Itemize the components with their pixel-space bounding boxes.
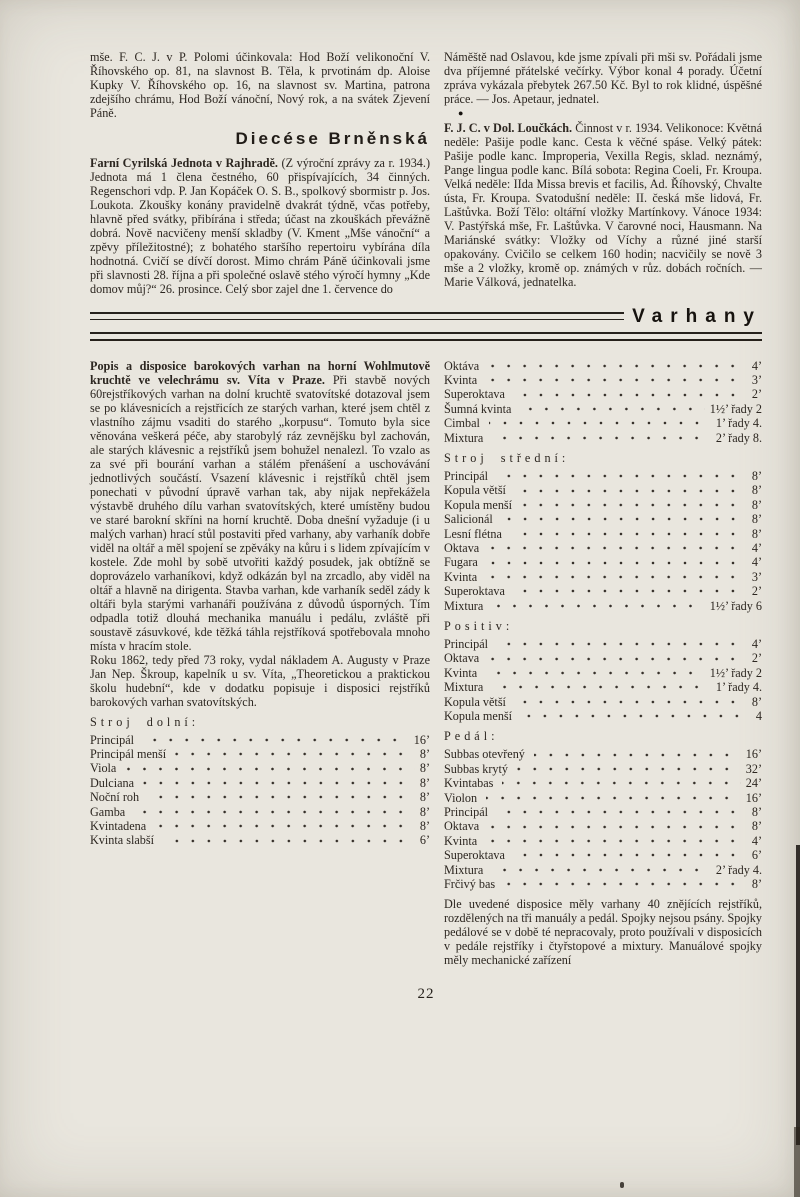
dot-leader <box>534 753 741 757</box>
stop-value: 6’ <box>419 833 430 848</box>
article-paragraph-1 <box>90 359 430 653</box>
stop-value: 3’ <box>751 569 762 584</box>
paragraph-rajhrade-text: (Z výroční zprávy za r. 1934.) Jednota má 1 člena čestného, 60 přispívajících, 34 činných. Regenschori vdp. P. Jan Kopáček O. S. B., spolkový sbormistr p. Jos. Loukota. Zkoušky konány pravidelně dvakrát týdně, včas potřeby, hlavně před svátky, přibírána i středa; účast na zkouškách převážně dobrá. Nově nacvičeny menší skladby (V. Kment „Mše vánoční“ a zpěvy příležitostné); z bohatého staršího repertoiru vybírána díla hodnotná. Cvičí se dívčí dorost. Mimo chrám Páně účinkovali jsme při slavnosti 28. října a při společné oslavě stého výročí hymny „Kde domov můj?“ 26. prosince. Celý sbor zajel dne 1. července do <box>90 156 430 296</box>
stop-name: Subbas krytý <box>444 761 508 776</box>
stop-value: 8’ <box>751 526 762 541</box>
paragraph-rajhrade-lead: Farní Cyrilská Jednota v Rajhradě. <box>90 156 278 170</box>
stop-row <box>90 790 430 804</box>
stop-value: 8’ <box>751 805 762 820</box>
dot-leader <box>515 700 747 704</box>
stop-name: Viola <box>90 761 117 776</box>
dot-leader <box>520 407 704 411</box>
stop-value: 2’ <box>751 651 762 666</box>
dot-leader <box>134 810 415 814</box>
dot-leader <box>175 752 415 756</box>
paragraph-dol-louckach <box>444 121 762 289</box>
stop-name: Noční roh <box>90 790 140 805</box>
stop-row <box>90 733 430 747</box>
stop-name: Cimbal <box>444 416 480 431</box>
stop-list-pedal <box>444 747 762 891</box>
dot-leader <box>517 767 741 771</box>
rule-line <box>90 312 624 314</box>
stop-name: Kopula větší <box>444 694 506 709</box>
article-paragraph-2: Roku 1862, tedy před 73 roky, vydal nákladem A. Augusty v Praze Jan Nep. Škroup, kapelník u sv. Víta, „Theoretickou a praktickou školu hudební“, kde v dodatku popisuje i disposici rejstříků barokových varhan svatovítských. <box>90 652 430 709</box>
dot-leader <box>489 421 711 425</box>
stop-name: Oktava <box>444 651 480 666</box>
heading-diecese-brnenska: Diecése Brněnská <box>235 129 430 148</box>
stop-value: 8’ <box>751 483 762 498</box>
stop-row <box>444 819 762 833</box>
varhany-section <box>90 359 762 967</box>
stop-name: Kvinta <box>444 833 478 848</box>
stop-row <box>444 863 762 877</box>
stop-name: Kvinta <box>444 372 478 387</box>
stop-value: 2’ řady 8. <box>715 430 762 445</box>
stop-name: Principál <box>444 637 489 651</box>
dot-leader <box>155 824 415 828</box>
dot-leader <box>486 671 705 675</box>
stop-row <box>444 402 762 416</box>
stop-row <box>444 695 762 709</box>
stop-name: Principál <box>444 805 489 820</box>
paragraph-polom-continuation: mše. F. C. J. v P. Polomi účinkovala: Hod Boží velikonoční V. Říhovského op. 81, na slavnost B. Těla, k prvotinám dp. Aloise Kupky V. Říhovského op. 16, na slavnost sv. Martina, patrona zdejšího chrámu, Hod Boží vánoční, Nový rok, a na svátek Zjevení Páně. <box>90 50 430 120</box>
list-title-positiv: Positiv: <box>444 619 514 633</box>
dot-leader <box>502 517 747 521</box>
stop-value: 1’ řady 4. <box>715 680 762 695</box>
stop-name: Salicionál <box>444 512 493 527</box>
left-column-varhany <box>90 359 430 967</box>
stop-value: 1½’ řady 2 <box>709 665 762 680</box>
stop-row <box>444 359 762 373</box>
dot-leader <box>492 604 705 608</box>
dot-leader <box>486 839 747 843</box>
stop-value: 6’ <box>751 848 762 863</box>
stop-row <box>444 599 762 613</box>
stop-name: Kvinta <box>444 665 478 680</box>
dot-leader <box>497 810 747 814</box>
stop-value: 8’ <box>419 746 430 761</box>
stop-row <box>90 761 430 775</box>
list-title-pedal: Pedál: <box>444 729 499 744</box>
stop-name: Kopula větší <box>444 483 506 498</box>
stop-row <box>444 498 762 512</box>
stop-name: Mixtura <box>444 680 484 695</box>
stop-row <box>444 666 762 680</box>
paragraph-namest-continuation: Náměště nad Oslavou, kde jsme zpívali při mši sv. Pořádali jsme dva příjemné přátelské večírky. Výbor konal 4 porady. Účetní zpráva vykázala přebytek 267.50 Kč. Byl to rok klidné, úspěšné práce. — Jos. Apetaur, jednatel. <box>444 50 762 106</box>
dot-leader <box>515 489 747 493</box>
stop-name: Gamba <box>90 804 126 819</box>
stop-row <box>444 680 762 694</box>
stop-value: 32’ <box>745 761 762 776</box>
stop-row <box>444 555 762 569</box>
stop-row <box>90 747 430 761</box>
stop-name: Lesní flétna <box>444 526 502 541</box>
stop-row <box>444 834 762 848</box>
right-column-top <box>444 50 762 296</box>
stop-value: 1½’ řady 6 <box>709 598 762 613</box>
dot-leader <box>488 364 747 368</box>
stop-list-stroj-dolni <box>90 733 430 848</box>
divider-top-row <box>90 307 762 327</box>
stop-value: 3’ <box>751 372 762 387</box>
scan-speck-artifact <box>620 1182 624 1188</box>
stop-value: 2’ <box>751 584 762 599</box>
rule-line <box>90 339 762 341</box>
stop-name: Fugara <box>444 555 478 570</box>
dot-leader <box>514 589 747 593</box>
dot-leader <box>492 685 711 689</box>
dot-leader <box>504 882 747 886</box>
stop-row <box>90 819 430 833</box>
stop-row <box>444 570 762 584</box>
divider-bottom-rules <box>90 332 762 341</box>
dot-leader <box>492 868 711 872</box>
dot-leader <box>511 532 747 536</box>
stop-list-stroj-dolni-continued <box>444 359 762 445</box>
stop-value: 8’ <box>419 761 430 776</box>
closing-paragraph: Dle uvedené disposice měly varhany 40 znějících rejstříků, rozdělených na tři manuály a pedál. Spojky nejsou psány. Spojky pedálové se v době té nepracovaly, proto používali v disposicích v pedále rejstříky i čtyřstopové a mixtury. Manuálové spojky měly mechanické zařízení <box>444 896 762 967</box>
stop-value: 8’ <box>419 804 430 819</box>
top-section <box>90 50 762 296</box>
stop-value: 4’ <box>751 555 762 570</box>
stop-row <box>90 776 430 790</box>
stop-row <box>444 541 762 555</box>
stop-row <box>444 848 762 862</box>
heading-varhany: Varhany <box>632 306 762 327</box>
dot-leader <box>521 714 751 718</box>
dot-leader <box>514 393 747 397</box>
dot-leader <box>125 767 414 771</box>
stop-value: 4 <box>755 709 762 724</box>
paragraph-dol-louckach-text: Činnost v r. 1934. Velikonoce: Květná neděle: Pašije podle kanc. Cesta k věčné spáse. Velký pátek: Pašije podle kanc. Improperia, Vexilla Regis, sklad. neznámý, Pange lingua podle kanc. Bílá sobota: Regina Coeli, Fr. Kroupa. Velká neděle: IIda Missa brevis et facilis, Ad. Říhovský, Chvalte ústa, Fr. Kroupa. Svatodušní neděle: II. česká mše lidová, Fr. Laštůvka. Boží Tělo: oltářní vložky Martínkovy. Vánoce 1934: V. Pastýřská mše, Fr. Laštůvka. V čarovné noci, Hausmann. Na Mariánské svátky: Vložky od Víchy a různé jiné starší opakovány. Cvičilo se celkem 160 hodin; nacvičily se nově 3 mše a 2 vložky, kromě op. známých v růz. dobách ročních. — Marie Válková, jednatelka. <box>444 121 762 289</box>
stop-value: 8’ <box>751 877 762 892</box>
stop-row <box>444 805 762 819</box>
stop-value: 4’ <box>751 833 762 848</box>
stop-row <box>444 469 762 483</box>
stop-name: Oktava <box>444 540 480 555</box>
stop-value: 1’ řady 4. <box>715 416 762 431</box>
stop-value: 2’ <box>751 387 762 402</box>
stop-row <box>444 527 762 541</box>
stop-name: Kopula menší <box>444 709 513 724</box>
dot-leader <box>143 738 409 742</box>
stop-row <box>444 791 762 805</box>
dot-leader <box>143 781 415 785</box>
right-column-varhany <box>444 359 762 967</box>
page-number: 22 <box>417 985 435 1002</box>
stop-name: Šumná kvinta <box>444 401 512 416</box>
stop-value: 4’ <box>751 358 762 373</box>
stop-name: Mixtura <box>444 598 484 613</box>
stop-row <box>444 747 762 761</box>
paragraph-dol-louckach-lead: F. J. C. v Dol. Loučkách. <box>444 121 573 135</box>
stop-value: 8’ <box>751 512 762 527</box>
stop-name: Principál <box>90 732 135 747</box>
stop-value: 24’ <box>745 776 762 791</box>
dot-leader <box>492 436 711 440</box>
stop-value: 8’ <box>419 775 430 790</box>
stop-row <box>444 637 762 651</box>
stop-name: Frčivý bas <box>444 877 496 892</box>
dot-leader <box>488 825 747 829</box>
divider-top-rules <box>90 312 624 323</box>
stop-name: Oktáva <box>444 358 480 373</box>
dot-leader <box>488 546 747 550</box>
dot-leader <box>163 839 415 843</box>
stop-name: Subbas otevřený <box>444 747 525 762</box>
stop-value: 8’ <box>751 694 762 709</box>
stop-name: Kvinta slabší <box>90 833 154 848</box>
dot-leader <box>497 474 747 478</box>
stop-value: 16’ <box>745 790 762 805</box>
stop-name: Kvintadena <box>90 818 147 833</box>
stop-value: 16’ <box>745 747 762 762</box>
stop-name: Mixtura <box>444 430 484 445</box>
rule-line <box>90 332 762 334</box>
stop-name: Kvinta <box>444 569 478 584</box>
dot-leader <box>502 781 740 785</box>
stop-list-stroj-stredni <box>444 469 762 613</box>
stop-name: Principál menší <box>90 746 167 761</box>
stop-name: Dulciana <box>90 775 134 790</box>
section-divider-varhany <box>90 307 762 341</box>
stop-row <box>444 762 762 776</box>
stop-value: 8’ <box>751 819 762 834</box>
stop-value: 8’ <box>751 468 762 483</box>
dot-leader <box>486 796 741 800</box>
rule-line <box>90 319 624 321</box>
stop-name: Kvintabas <box>444 776 494 791</box>
stop-row <box>444 431 762 445</box>
stop-value: 4’ <box>751 637 762 651</box>
stop-row <box>444 651 762 665</box>
stop-row <box>444 877 762 891</box>
stop-row <box>90 805 430 819</box>
stop-value: 8’ <box>419 790 430 805</box>
dot-leader <box>487 561 747 565</box>
stop-value: 2’ řady 4. <box>715 862 762 877</box>
stop-row <box>444 483 762 497</box>
dot-leader <box>521 503 747 507</box>
dot-leader <box>488 657 747 661</box>
dot-leader <box>486 575 747 579</box>
stop-list-positiv <box>444 637 762 723</box>
stop-row <box>444 512 762 526</box>
stop-row <box>444 373 762 387</box>
dot-leader <box>514 853 747 857</box>
stop-value: 8’ <box>751 497 762 512</box>
stop-name: Superoktava <box>444 387 505 402</box>
list-title-stroj-dolni: Stroj dolní: <box>90 714 200 729</box>
stop-name: Oktava <box>444 819 480 834</box>
scan-corner-artifact <box>794 1127 800 1197</box>
stop-name: Superoktava <box>444 584 505 599</box>
stop-name: Superoktava <box>444 848 505 863</box>
section-bullet-icon: ● <box>458 108 464 118</box>
stop-row <box>444 387 762 401</box>
dot-leader <box>148 795 415 799</box>
paragraph-rajhrade <box>90 156 430 296</box>
stop-value: 16’ <box>413 732 430 747</box>
stop-value: 8’ <box>419 818 430 833</box>
stop-name: Principál <box>444 468 489 483</box>
dot-leader <box>497 642 747 646</box>
stop-name: Violon <box>444 790 478 805</box>
scan-edge-artifact <box>796 845 800 1145</box>
stop-name: Mixtura <box>444 862 484 877</box>
stop-row <box>444 416 762 430</box>
stop-row <box>90 833 430 847</box>
list-title-stroj-stredni: Stroj střední: <box>444 450 570 465</box>
article-text: Při stavbě nových 60rejstříkových varhan na dolní kruchtě svatovítské dotazoval jsem se po klávesnicích a rejstřicích ze starých varhan, které jsem chtěl z vlastního zájmu vsaditi do starého „korpusu“. Tomuto byla sice věnována veškerá péče, aby starobylý ráz zevnějšku byl zachován, ale starých klávesnic a rejstříků jsem bohužel nenalezl. To vzalo as za své při bourání varhan a stálém přenášení a uschovávání jednotlivých součástí. Vsazení klávesnic i rejstříků chtěl jsem ponechati v původní úpravě varhan tak, aby nijak nepřekážela výstavbě druhého dílu varhan svatovítských, které umístěny budou ve staré barokní skříni na horní kruchtě. Doba dnešní vyžaduje (i u malých varhan) hrací stůl postaviti před varhany, aby varhaník dobře viděl na oltář a měl spojení se zpěváky na kůru i s lidem zpívajícím v kostele. Zde mohl by sobě utvořiti každý posudek, jak obtížně se doprovázelo varhaníkovi, když odkázán byl na zrcadlo, aby viděl na oltář a hlavně na dirigenta. Stavba varhan, kde varhaník seděl zády k oltáři byla starými varhanáři používána z důvodů úsporných. Tím odpadla totiž dlouhá mechanika manuálu i pedálu, zvláště při soustavě zásuvkové, kde těžká táhla rejstříková spotřebovala mnoho místa v hracím stole. <box>90 372 430 653</box>
left-column-top <box>90 50 430 296</box>
stop-row <box>444 584 762 598</box>
dot-leader <box>486 378 747 382</box>
stop-name: Kopula menší <box>444 497 513 512</box>
stop-value: 4’ <box>751 540 762 555</box>
stop-row <box>444 776 762 790</box>
stop-row <box>444 709 762 723</box>
stop-value: 1½’ řady 2 <box>709 401 762 416</box>
article-lead: Popis a disposice barokových varhan na horní Wohlmutově kruchtě ve velechrámu sv. Víta v Praze. <box>90 358 430 387</box>
